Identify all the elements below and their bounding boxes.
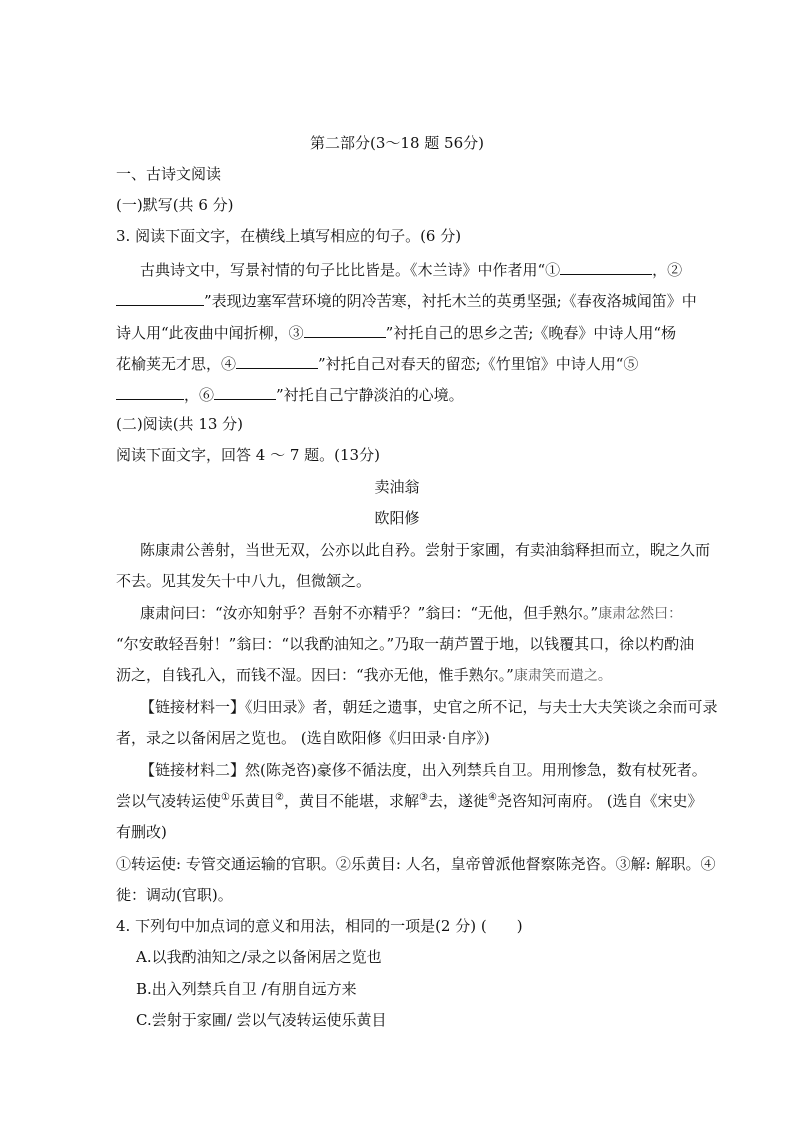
q3-text: ”衬托自己对春天的留恋;《竹里馆》中诗人用“⑤ bbox=[318, 355, 639, 373]
footnote-mark: ④ bbox=[487, 792, 497, 803]
question-4-title: 4. 下列句中加点词的意义和用法，相同的一项是(2 分) ( ) bbox=[116, 917, 523, 935]
material-text: 去，遂徙 bbox=[427, 792, 488, 810]
q3-text: ”衬托自己的思乡之苦;《晚春》中诗人用“杨 bbox=[385, 324, 677, 342]
heading-reading: (二)阅读(共 13 分) bbox=[116, 415, 244, 433]
q4-option-a[interactable]: A.以我酌油知之/录之以备闲居之览也 bbox=[136, 948, 382, 966]
q4-option-c[interactable]: C.尝射于家圃/ 尝以气凌转运使乐黄目 bbox=[136, 1011, 387, 1029]
q3-text: 花榆荚无才思，④ bbox=[116, 355, 237, 373]
notes-line-2: 徙：调动(官职)。 bbox=[116, 886, 233, 904]
material-text: ，黄目不能堪，求解 bbox=[283, 792, 419, 810]
material-text: 乐黄目 bbox=[229, 792, 275, 810]
material-2-line-1: 【链接材料二】然(陈尧咨)豪侈不循法度，出入列禁兵自卫。用刑惨急，数有杖死者。 bbox=[140, 761, 707, 779]
heading-dictation: (一)默写(共 6 分) bbox=[116, 196, 234, 214]
paragraph-2-line-2: “尔安敢轻吾射！”翁曰：“以我酌油知之。”乃取一葫芦置于地，以钱覆其口，徐以杓酌油 bbox=[116, 635, 695, 653]
q3-line-5 bbox=[116, 383, 464, 405]
paragraph-text: 康肃问曰：“汝亦知射乎？吾射不亦精乎？”翁曰：“无他，但手熟尔。” bbox=[140, 604, 599, 622]
answer-blank-4[interactable] bbox=[236, 352, 318, 369]
paragraph-text-gray: 康肃忿然曰： bbox=[598, 606, 683, 622]
paragraph-text: 沥之，自钱孔入，而钱不湿。因曰：“我亦无他，惟手熟尔。” bbox=[116, 666, 514, 684]
q4-option-b[interactable]: B.出入列禁兵自卫 /有朋自远方来 bbox=[136, 980, 357, 998]
answer-blank-2[interactable] bbox=[116, 289, 204, 306]
material-2-line-2 bbox=[116, 791, 703, 811]
footnote-mark: ② bbox=[275, 792, 284, 803]
material-2-line-3: 有删改) bbox=[116, 823, 167, 841]
question-3-title: 3. 阅读下面文字，在横线上填写相应的句子。(6 分) bbox=[116, 227, 462, 245]
paragraph-2-line-3 bbox=[116, 665, 612, 686]
reading-intro: 阅读下面文字，回答 4 ～ 7 题。(13分) bbox=[116, 446, 380, 464]
q3-line-4 bbox=[116, 352, 638, 374]
q3-text: 古典诗文中，写景衬情的句子比比皆是。《木兰诗》中作者用“① bbox=[140, 261, 561, 279]
q3-text: ”表现边塞军营环境的阴冷苦寒，衬托木兰的英勇坚强;《春夜洛城闻笛》中 bbox=[204, 292, 697, 310]
essay-author: 欧阳修 bbox=[374, 509, 420, 527]
q3-text: ，② bbox=[652, 261, 683, 279]
footnote-mark: ③ bbox=[418, 792, 428, 803]
paragraph-1-line-2: 不去。见其发矢十中八九，但微颔之。 bbox=[116, 572, 372, 590]
material-1-line-1: 【链接材料一】《归田录》者，朝廷之遗事，史官之所不记，与夫士大夫笑谈之余而可录 bbox=[140, 698, 718, 716]
heading-ancient-poetry: 一、古诗文阅读 bbox=[116, 165, 222, 183]
material-text: 尧咨知河南府。 (选自《宋史》 bbox=[496, 792, 703, 810]
paragraph-2-line-1 bbox=[140, 603, 682, 624]
footnote-mark: ① bbox=[221, 792, 230, 803]
paragraph-1-line-1: 陈康肃公善射，当世无双，公亦以此自矜。尝射于家圃，有卖油翁释担而立，睨之久而 bbox=[140, 541, 711, 559]
q3-text: ”衬托自己宁静淡泊的心境。 bbox=[276, 386, 464, 404]
answer-blank-6[interactable] bbox=[214, 383, 276, 400]
q3-text: 诗人用“此夜曲中闻折柳，③ bbox=[116, 324, 304, 342]
q3-line-2 bbox=[116, 289, 697, 311]
answer-blank-5[interactable] bbox=[116, 383, 184, 400]
material-1-line-2: 者，录之以备闲居之览也。 (选自欧阳修《归田录·自序》) bbox=[116, 729, 490, 747]
answer-blank-1[interactable] bbox=[560, 258, 652, 275]
notes-line-1: ①转运使: 专管交通运输的官职。②乐黄目: 人名，皇帝曾派他督察陈尧咨。③解: 解职。④ bbox=[116, 855, 716, 873]
q3-line-3 bbox=[116, 321, 676, 343]
part-title: 第二部分(3～18 题 56分) bbox=[310, 134, 484, 152]
q3-line-1 bbox=[140, 258, 682, 280]
q3-text: ，⑥ bbox=[184, 386, 215, 404]
answer-blank-3[interactable] bbox=[304, 321, 386, 338]
essay-title: 卖油翁 bbox=[374, 478, 420, 496]
material-text: 尝以气凌转运使 bbox=[116, 792, 222, 810]
paragraph-text-gray: 康肃笑而遣之。 bbox=[513, 668, 612, 684]
